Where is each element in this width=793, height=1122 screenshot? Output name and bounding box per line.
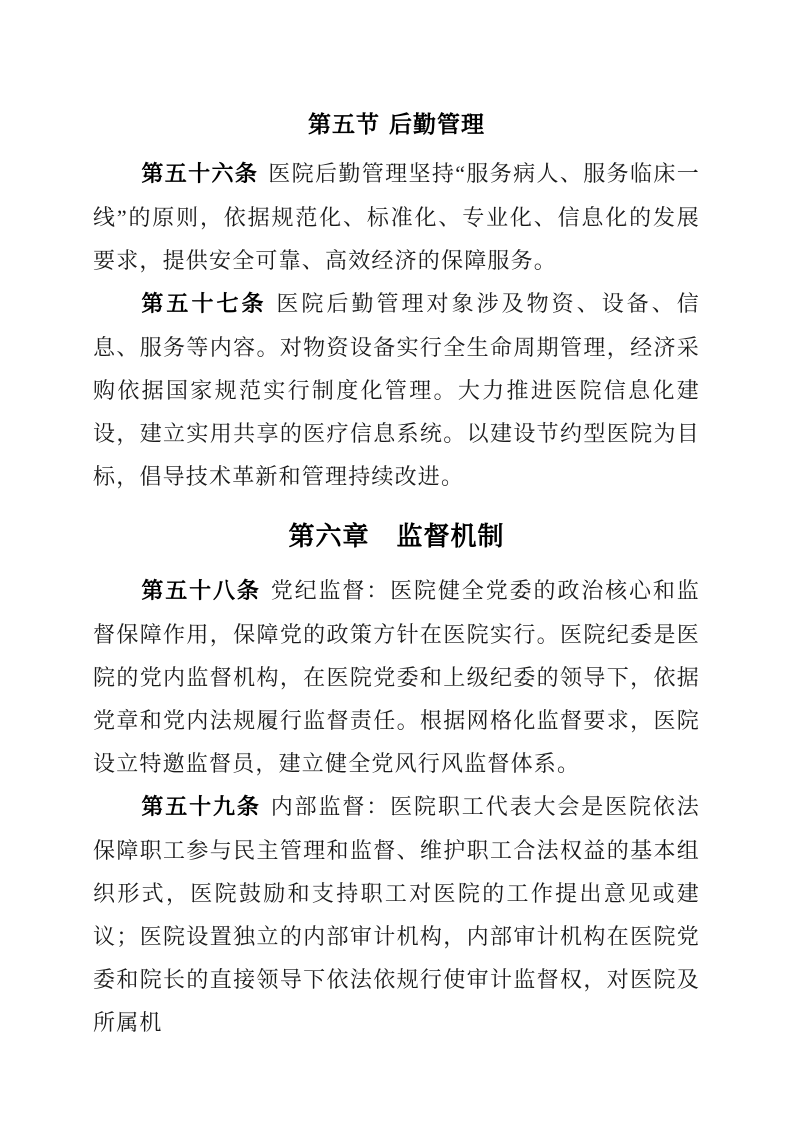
article-57-paragraph: [93, 282, 700, 498]
chapter-heading: 第六章 监督机制: [288, 522, 505, 552]
article-59-text: 内部监督：医院职工代表大会是医院依法保障职工参与民主管理和监督、维护职工合法权益的基本组织形式，医院鼓励和支持职工对医院的工作提出意见或建议；医院设置独立的内部审计机构，内部审计机构在医院党委和院长的直接领导下依法依规行使审计监督权，对医院及所属机: [93, 794, 700, 1035]
article-57-number: 第五十七条: [141, 292, 267, 317]
article-56-number: 第五十六条: [141, 162, 259, 187]
article-58-paragraph: [93, 569, 700, 785]
article-57-text: 医院后勤管理对象涉及物资、设备、信息、服务等内容。对物资设备实行全生命周期管理，经济采购依据国家规范实行制度化管理。大力推进医院信息化建设，建立实用共享的医疗信息系统。以建设节约型医院为目标，倡导技术革新和管理持续改进。: [93, 291, 700, 489]
article-59-number: 第五十九条: [141, 795, 261, 820]
article-59-paragraph: [93, 785, 700, 1044]
article-58-text: 党纪监督：医院健全党委的政治核心和监督保障作用，保障党的政策方针在医院实行。医院纪委是医院的党内监督机构，在医院党委和上级纪委的领导下，依据党章和党内法规履行监督责任。根据网格化监督要求，医院设立特邀监督员，建立健全党风行风监督体系。: [93, 578, 700, 776]
section-heading: 第五节 后勤管理: [307, 112, 485, 138]
article-56-paragraph: [93, 152, 700, 282]
article-56-text: 医院后勤管理坚持“服务病人、服务临床一线”的原则，依据规范化、标准化、专业化、信息化的发展要求，提供安全可靠、高效经济的保障服务。: [93, 161, 700, 273]
article-58-number: 第五十八条: [141, 579, 261, 604]
